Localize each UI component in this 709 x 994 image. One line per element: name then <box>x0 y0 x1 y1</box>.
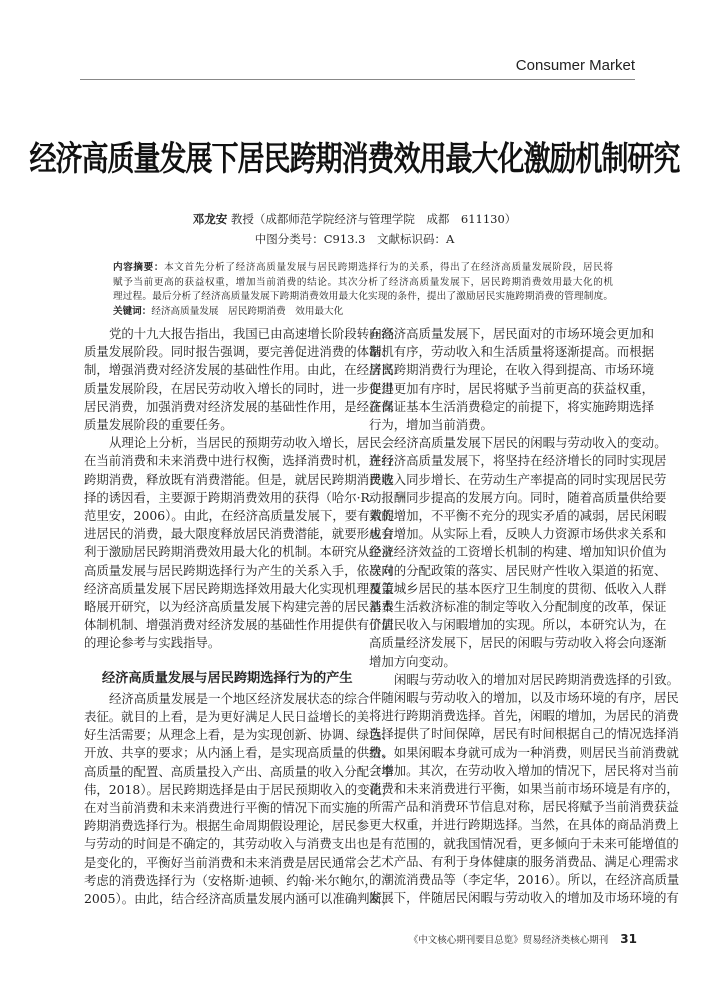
text-line: 素的增加，不平衡不充分的现实矛盾的减弱，居民闲暇 <box>369 508 667 524</box>
text-line: 基本生活救济标准的制定等收入分配制度的改革，保证 <box>369 599 667 615</box>
abstract-line: 理过程。最后分析了经济高质量发展下跨期消费效用最大化实现的条件，提出了激励居民实施跨期消费的管理制度。 <box>113 291 613 303</box>
text-line: 党的十九大报告指出，我国已由高速增长阶段转向高 <box>109 326 394 341</box>
text-line: 2005）。由此，结合经济高质量发展内涵可以准确判断， <box>84 891 395 907</box>
text-line: 伴随闲暇与劳动收入的增加，以及市场环境的有序，居民 <box>369 690 679 706</box>
text-line: 谐、有序，劳动收入和生活质量将逐渐提高。而根据 <box>369 344 654 360</box>
text-line: 是变化的，平衡好当前消费和未来消费是居民通常会 <box>84 854 369 870</box>
text-line: 了居民收入与闲暇增加的实现。所以，本研究认为，在 <box>369 617 667 633</box>
left-column <box>84 325 395 908</box>
text-line: 进居民的消费，最大限度释放居民消费潜能，就要形成有 <box>84 526 394 542</box>
classification-line: 中图分类号：C913.3 文献标识码：A <box>254 232 455 246</box>
text-line: 经济高质量发展下居民跨期选择效用最大化实现机理及策 <box>84 580 394 596</box>
text-line: 动报酬同步提高的发展方向。同时，随着高质量供给要 <box>369 489 667 505</box>
page-number: 31 <box>620 932 637 946</box>
text-line: 高质量经济发展下，居民的闲暇与劳动收入将会向逐渐 <box>369 635 667 651</box>
right-column <box>369 325 680 908</box>
text-line: 伟，2018）。居民跨期选择是由于居民预期收入的变化， <box>84 781 395 797</box>
text-line: 会增加。其次，在劳动收入增加的情况下，居民将对当前 <box>369 762 679 778</box>
text-line: 艺术产品、有利于身体健康的服务消费品、满足心理需求 <box>369 853 679 869</box>
text-line: 居民跨期消费行为理论，在收入得到提高、市场环境 <box>369 362 654 378</box>
text-line: 跨期消费选择行为。根据生命周期假设理论，居民参 <box>84 818 369 834</box>
text-line: 民收入同步增长、在劳动生产率提高的同时实现居民劳 <box>369 471 667 487</box>
text-line: 开放、共享的要求；从内涵上看，是实现高质量的供给、 <box>84 745 394 761</box>
text-line: 质量发展阶段，在居民劳动收入增长的同时，进一步促进 <box>84 380 394 396</box>
text-line: 利于激励居民跨期消费效用最大化的机制。本研究从经济 <box>84 544 394 560</box>
text-line: 择的诱因看，主要源于跨期消费效用的获得（哈尔·R· <box>84 489 374 505</box>
text-line: 将进行跨期消费选择。首先，闲暇的增加，为居民的消费 <box>369 708 679 724</box>
text-line: 质量发展阶段。同时报告强调，要完善促进消费的体制机 <box>84 344 394 360</box>
text-line: 好生活需要；从理念上看，是为实现创新、协调、绿色、 <box>84 727 394 743</box>
page-footer <box>409 932 637 946</box>
keywords-label: 关键词： <box>113 305 152 317</box>
text-line: 高质量发展与居民跨期选择行为产生的关系入手，依次对 <box>84 562 394 578</box>
keywords-line <box>113 305 613 320</box>
text-line: 的潮流消费品等（李定华，2016）。所以，在经济高质量 <box>369 872 680 888</box>
text-line: 质量发展阶段的重要任务。 <box>84 417 233 433</box>
article-title: 经济高质量发展下居民跨期消费效用最大化激励机制研究 <box>29 139 680 179</box>
abstract-line: 内容摘要：本文首先分析了经济高质量发展与居民跨期选择行为的关系，得出了在经济高质量发展阶段，居民将 <box>113 262 614 273</box>
author-affiliation: 教授（成都师范学院经济与管理学院 成都 611130） <box>230 212 517 226</box>
text-line: 企业经济效益的工资增长机制的构建、增加知识价值为 <box>369 544 667 560</box>
text-line: 消费和未来消费进行平衡，如果当前市场环境是有序的， <box>369 781 679 797</box>
header-divider <box>80 79 635 80</box>
text-line: 体制机制、增强消费对经济发展的基础性作用提供有价值 <box>84 617 394 633</box>
abstract-label: 内容摘要： <box>113 262 165 273</box>
text-line: 导向的分配政策的落实、居民财产性收入渠道的拓宽、 <box>369 562 667 578</box>
text-line: 在经济高质量发展下，将坚持在经济增长的同时实现居 <box>369 453 667 469</box>
paragraph <box>84 325 394 434</box>
journal-name: 《中文核心期刊要目总览》贸易经济类核心期刊 <box>408 935 609 946</box>
text-line: 从理论上分析，当居民的预期劳动收入增长，居民会 <box>109 435 394 451</box>
text-line: 居民消费，加强消费对经济发展的基础性作用，是经济高 <box>84 398 394 414</box>
journal-section-label: Consumer Market <box>515 57 635 74</box>
section-heading: 经济高质量发展与居民跨期选择行为的产生 <box>102 670 353 686</box>
text-line: 在经济高质量发展下，居民面对的市场环境会更加和 <box>369 326 654 341</box>
abstract <box>113 261 613 319</box>
author-name: 邓龙安 <box>192 212 228 226</box>
paragraph <box>369 325 654 434</box>
text-line: 经济高质量发展是一个地区经济发展状态的综合 <box>109 690 370 706</box>
text-line: 更大权重，并进行跨期选择。当然，在具体的商品消费上 <box>369 817 679 833</box>
paragraph <box>84 434 395 652</box>
text-line: 的理论参考与实践指导。 <box>84 635 221 651</box>
paragraph <box>84 690 395 908</box>
text-line: 闲暇与劳动收入的增加对居民跨期消费选择的引致。 <box>394 671 679 687</box>
text-line: 行为，增加当前消费。 <box>369 417 493 433</box>
keywords: 经济高质量发展 居民跨期消费 效用最大化 <box>151 305 344 317</box>
text-line: 范里安，2006）。由此，在经济高质量发展下，要有效促 <box>84 508 395 524</box>
text-line: 经济高质量发展下居民的闲暇与劳动收入的变动。 <box>394 435 667 451</box>
text-line: 在当前消费和未来消费中进行权衡，选择消费时机，进行 <box>84 453 394 469</box>
text-line: 与劳动的时间是不确定的，其劳动收入与消费支出也 <box>84 836 369 852</box>
paragraph <box>369 434 667 671</box>
text-line: 所需产品和消费环节信息对称，居民将赋予当前消费获益 <box>369 799 679 815</box>
text-line: 也会增加。从实际上看，反映人力资源市场供求关系和 <box>369 526 667 542</box>
text-line: 表征。就目的上看，是为更好满足人民日益增长的美 <box>84 709 369 725</box>
text-line: 费。如果闲暇本身就可成为一种消费，则居民当前消费就 <box>369 744 679 760</box>
text-line: 略展开研究，以为经济高质量发展下构建完善的居民消费 <box>84 599 394 615</box>
text-line: 是有范围的，就我国情况看，更多倾向于未来可能增值的 <box>369 835 679 851</box>
text-line: 选择提供了时间保障，居民有时间根据自己的情况选择消 <box>369 726 679 742</box>
text-line: 覆盖城乡居民的基本医疗卫生制度的贯彻、低收入人群 <box>369 580 667 596</box>
text-line: 在保证基本生活消费稳定的前提下，将实施跨期选择 <box>369 398 654 414</box>
abstract-line: 赋予当前更高的获益权重，增加当前消费的结论。其次分析了经济高质量发展下，居民跨期消费效用最大化的机 <box>113 276 613 288</box>
author-line <box>0 211 709 227</box>
text-line: 增加方向变动。 <box>369 653 456 669</box>
text-line: 制，增强消费对经济发展的基础性作用。由此，在经济高 <box>84 362 394 378</box>
text-line: 考虑的消费选择行为（安格斯·迪顿、约翰·米尔鲍尔， <box>84 872 377 888</box>
text-line: 发展下，伴随居民闲暇与劳动收入的增加及市场环境的有 <box>369 890 679 906</box>
paragraph <box>369 671 680 908</box>
text-line: 高质量的配置、高质量投入产出、高质量的收入分配（李 <box>84 763 394 779</box>
text-line: 跨期消费，释放既有消费潜能。但是，就居民跨期消费选 <box>84 471 394 487</box>
text-line: 在对当前消费和未来消费进行平衡的情况下而实施的 <box>84 800 369 816</box>
text-line: 变得更加有序时，居民将赋予当前更高的获益权重， <box>369 380 654 396</box>
